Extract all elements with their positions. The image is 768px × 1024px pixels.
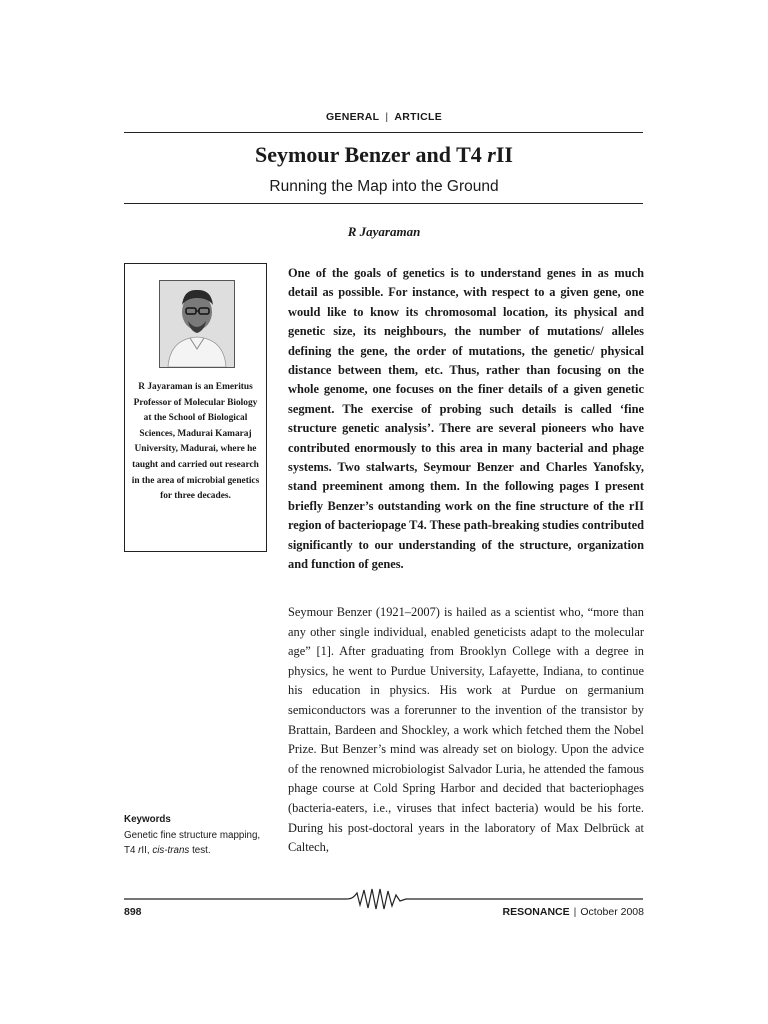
- title-gene-suffix: II: [495, 142, 513, 167]
- section-label: GENERAL: [325, 111, 380, 123]
- issue-date: October 2008: [580, 906, 644, 918]
- section-separator: |: [385, 111, 389, 123]
- abstract-paragraph: One of the goals of genetics is to understand genes in as much detail as possible. For instance, with respect to a given gene, one would like to know its chromosomal location, its physical and genetic size, its neighbours, the number of mutations/ alleles defining the gene, the order of mutations, the genetic/ physical distance between them, etc. Thus, rather than focusing on the whole genome, one focuses on the finer details of a given genetic segment. The exercise of probing such details is called ‘fine structure genetic analysis’. There are several pioneers who have contributed enormously to this area in many bacterial and phage systems. Two stalwarts, Seymour Benzer and Charles Yanofsky, stand preeminent among them. In the following pages I present briefly Benzer’s outstanding work on the fine structure of the rII region of bacteriopage T4. These path-breaking studies contributed significantly to our understanding of the structure, organization and function of genes.: [288, 266, 644, 572]
- kw-term-italic: cis-trans: [152, 845, 190, 856]
- section-header: [0, 111, 768, 123]
- keywords-line-1: Genetic fine structure mapping,: [124, 829, 261, 841]
- keywords-line-2: [124, 843, 274, 859]
- kw-prefix: T4: [124, 845, 139, 856]
- author-name: R Jayaraman: [347, 224, 421, 239]
- title-gene-italic: r: [487, 142, 496, 167]
- author-box: [124, 263, 267, 552]
- kw-suffix: II,: [141, 845, 153, 856]
- author-bio: R Jayaraman is an Emeritus Professor of Molecular Biology at the School of Biological Sciences, Madurai Kamaraj University, Madurai, where he taught and carried out research in the area of microbial genetics for three decades.: [131, 382, 260, 502]
- article-type-label: ARTICLE: [394, 111, 443, 123]
- title-main: Seymour Benzer and T4: [255, 142, 488, 167]
- journal-name: RESONANCE: [502, 906, 570, 918]
- kw-gene-italic: r: [138, 845, 142, 856]
- footer-separator: |: [573, 906, 577, 918]
- keywords-title: Keywords: [124, 814, 171, 825]
- keywords-block: [124, 812, 274, 859]
- article-title: [0, 142, 768, 168]
- article-subtitle: Running the Map into the Ground: [269, 178, 499, 195]
- author-photo: [159, 280, 235, 368]
- author-portrait-image: [160, 281, 234, 367]
- kw-end: test.: [189, 845, 211, 856]
- footer-journal: [503, 906, 644, 918]
- page-number: 898: [124, 906, 142, 918]
- top-rule: [124, 132, 643, 133]
- title-rule: [124, 203, 643, 204]
- body-paragraph: Seymour Benzer (1921–2007) is hailed as a scientist who, “more than any other single individual, enabled geneticists adapt to the molecular age” [1]. After graduating from Brooklyn College with a degree in physics, he went to Purdue University, Lafayette, Indiana, to continue his education in physics. His work at Purdue on germanium semiconductors was a forerunner to the invention of the transistor by Brattain, Bardeen and Shockley, a work which fetched them the Nobel Prize. But Benzer’s mind was already set on biology. Upon the advice of the renowned microbiologist Salvador Luria, he attended the famous phage course at Cold Spring Harbor and decided that bacteriophages (bacteria-eaters, i.e., viruses that infect bacteria) would be his forte. During his post-doctoral years in the laboratory of Max Delbrück at Caltech,: [288, 605, 644, 855]
